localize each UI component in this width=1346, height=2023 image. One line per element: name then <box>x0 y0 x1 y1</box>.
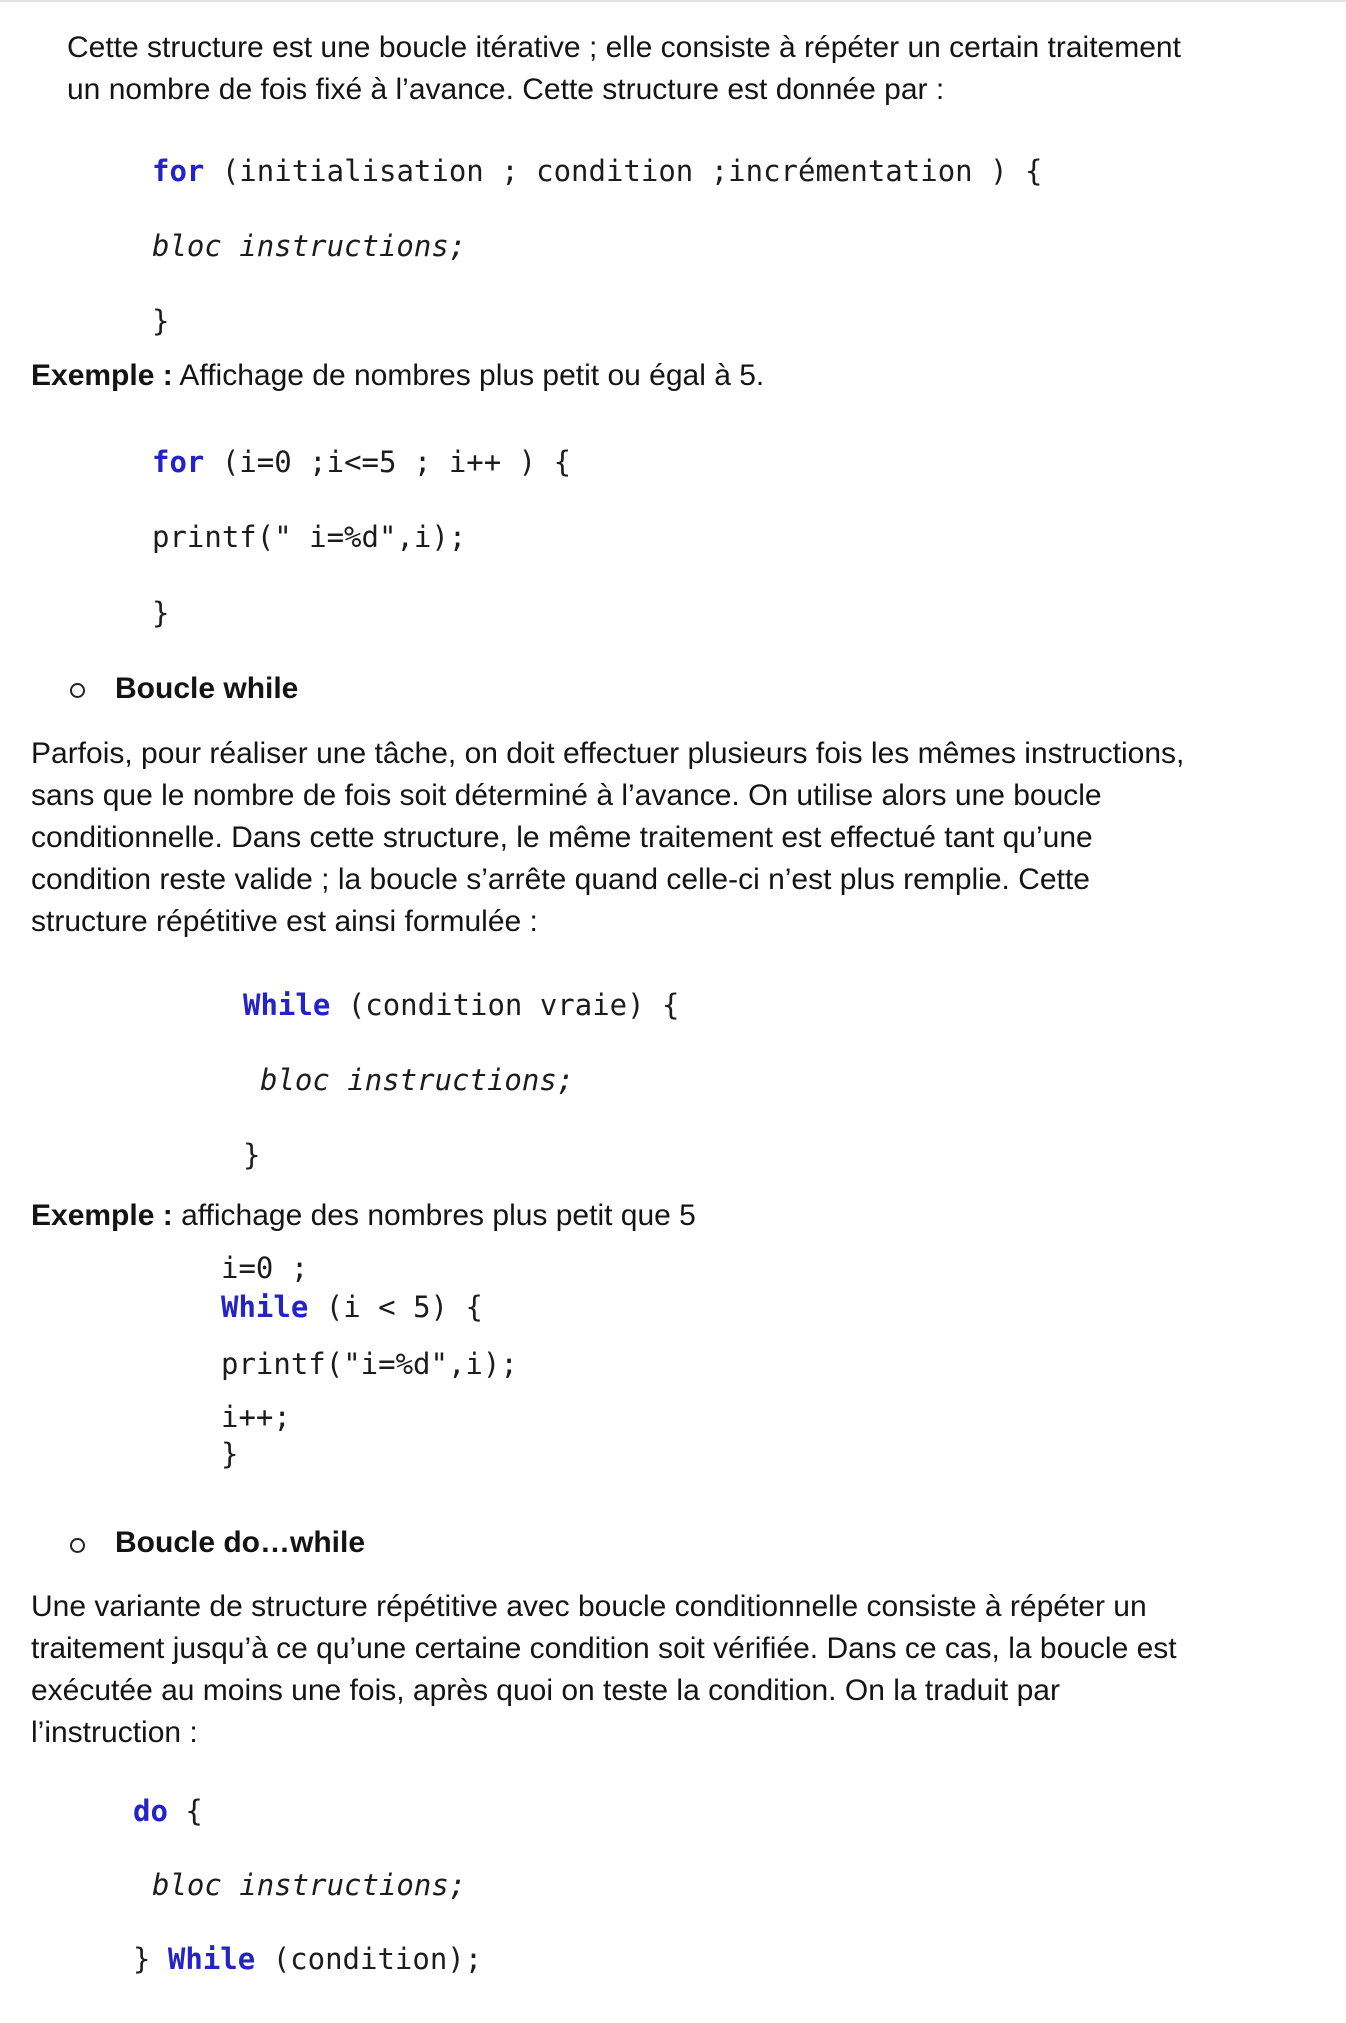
while-example-incr: i++; <box>221 1400 291 1434</box>
example-1-label: Exemple : <box>31 359 173 392</box>
while-paragraph-line: conditionnelle. Dans cette structure, le même traitement est effectué tant qu’une <box>31 821 1093 854</box>
for-syntax-header-rest: (initialisation ; condition ;incrémentation ) { <box>204 154 1043 188</box>
dowhile-paragraph-line: l’instruction : <box>31 1716 198 1749</box>
section-title-while: Boucle while <box>115 672 299 705</box>
while-example-close: } <box>221 1437 239 1471</box>
dowhile-syntax-open-brace: { <box>167 1794 203 1828</box>
while-syntax-close: } <box>243 1138 261 1172</box>
circle-bullet-icon <box>70 683 85 698</box>
top-divider <box>0 0 1346 2</box>
while-example-header-rest: (i < 5) { <box>308 1290 483 1324</box>
for-keyword: for <box>152 154 205 188</box>
dowhile-syntax-body: bloc instructions; <box>152 1868 467 1902</box>
while-paragraph-line: sans que le nombre de fois soit déterminé à l’avance. On utilise alors une boucle <box>31 779 1102 812</box>
for-example-close: } <box>152 596 170 630</box>
dowhile-close-brace: } <box>133 1942 168 1976</box>
dowhile-paragraph-line: exécutée au moins une fois, après quoi on teste la condition. On la traduit par <box>31 1674 1060 1707</box>
while-syntax-header-rest: (condition vraie) { <box>330 988 680 1022</box>
intro-line-1: Cette structure est une boucle itérative ; elle consiste à répéter un certain traitement <box>67 31 1181 64</box>
dowhile-syntax-open <box>133 1792 203 1830</box>
for-example-body: printf(" i=%d",i); <box>152 520 467 554</box>
while-syntax-body: bloc instructions; <box>260 1063 575 1097</box>
while-keyword: While <box>221 1290 309 1324</box>
for-syntax-header <box>152 152 1042 190</box>
dowhile-paragraph <box>31 1586 1227 1754</box>
do-keyword: do <box>133 1794 168 1828</box>
example-2 <box>31 1195 696 1237</box>
for-syntax-body: bloc instructions; <box>152 229 467 263</box>
for-keyword: for <box>152 445 205 479</box>
while-paragraph-line: structure répétitive est ainsi formulée : <box>31 905 538 938</box>
example-1 <box>31 355 764 397</box>
circle-bullet-icon <box>70 1538 85 1553</box>
while-paragraph-line: condition reste valide ; la boucle s’arrête quand celle-ci n’est plus remplie. Cette <box>31 863 1090 896</box>
for-example-header <box>152 443 571 481</box>
dowhile-paragraph-line: traitement jusqu’à ce qu’une certaine condition soit vérifiée. Dans ce cas, la boucle est <box>31 1632 1177 1665</box>
section-title-dowhile: Boucle do…while <box>115 1526 366 1559</box>
while-keyword: While <box>243 988 331 1022</box>
dowhile-syntax-tail: (condition); <box>255 1942 483 1976</box>
while-example-init: i=0 ; <box>221 1251 309 1285</box>
intro-line-2: un nombre de fois fixé à l’avance. Cette structure est donnée par : <box>67 73 945 106</box>
while-paragraph-line: Parfois, pour réaliser une tâche, on doit effectuer plusieurs fois les mêmes instructions, <box>31 737 1185 770</box>
dowhile-paragraph-line: Une variante de structure répétitive avec boucle conditionnelle consiste à répéter un <box>31 1590 1147 1623</box>
while-keyword: While <box>167 1942 256 1976</box>
for-example-header-rest: (i=0 ;i<=5 ; i++ ) { <box>204 445 572 479</box>
while-example-header <box>221 1288 483 1326</box>
while-paragraph <box>31 733 1227 943</box>
example-1-text: Affichage de nombres plus petit ou égal à 5. <box>172 359 765 392</box>
example-2-label: Exemple : <box>31 1199 173 1232</box>
dowhile-syntax-close <box>133 1940 482 1978</box>
for-syntax-close: } <box>152 304 170 338</box>
while-syntax-header <box>243 986 680 1024</box>
example-2-text: affichage des nombres plus petit que 5 <box>172 1199 696 1232</box>
while-example-body: printf("i=%d",i); <box>221 1347 518 1381</box>
